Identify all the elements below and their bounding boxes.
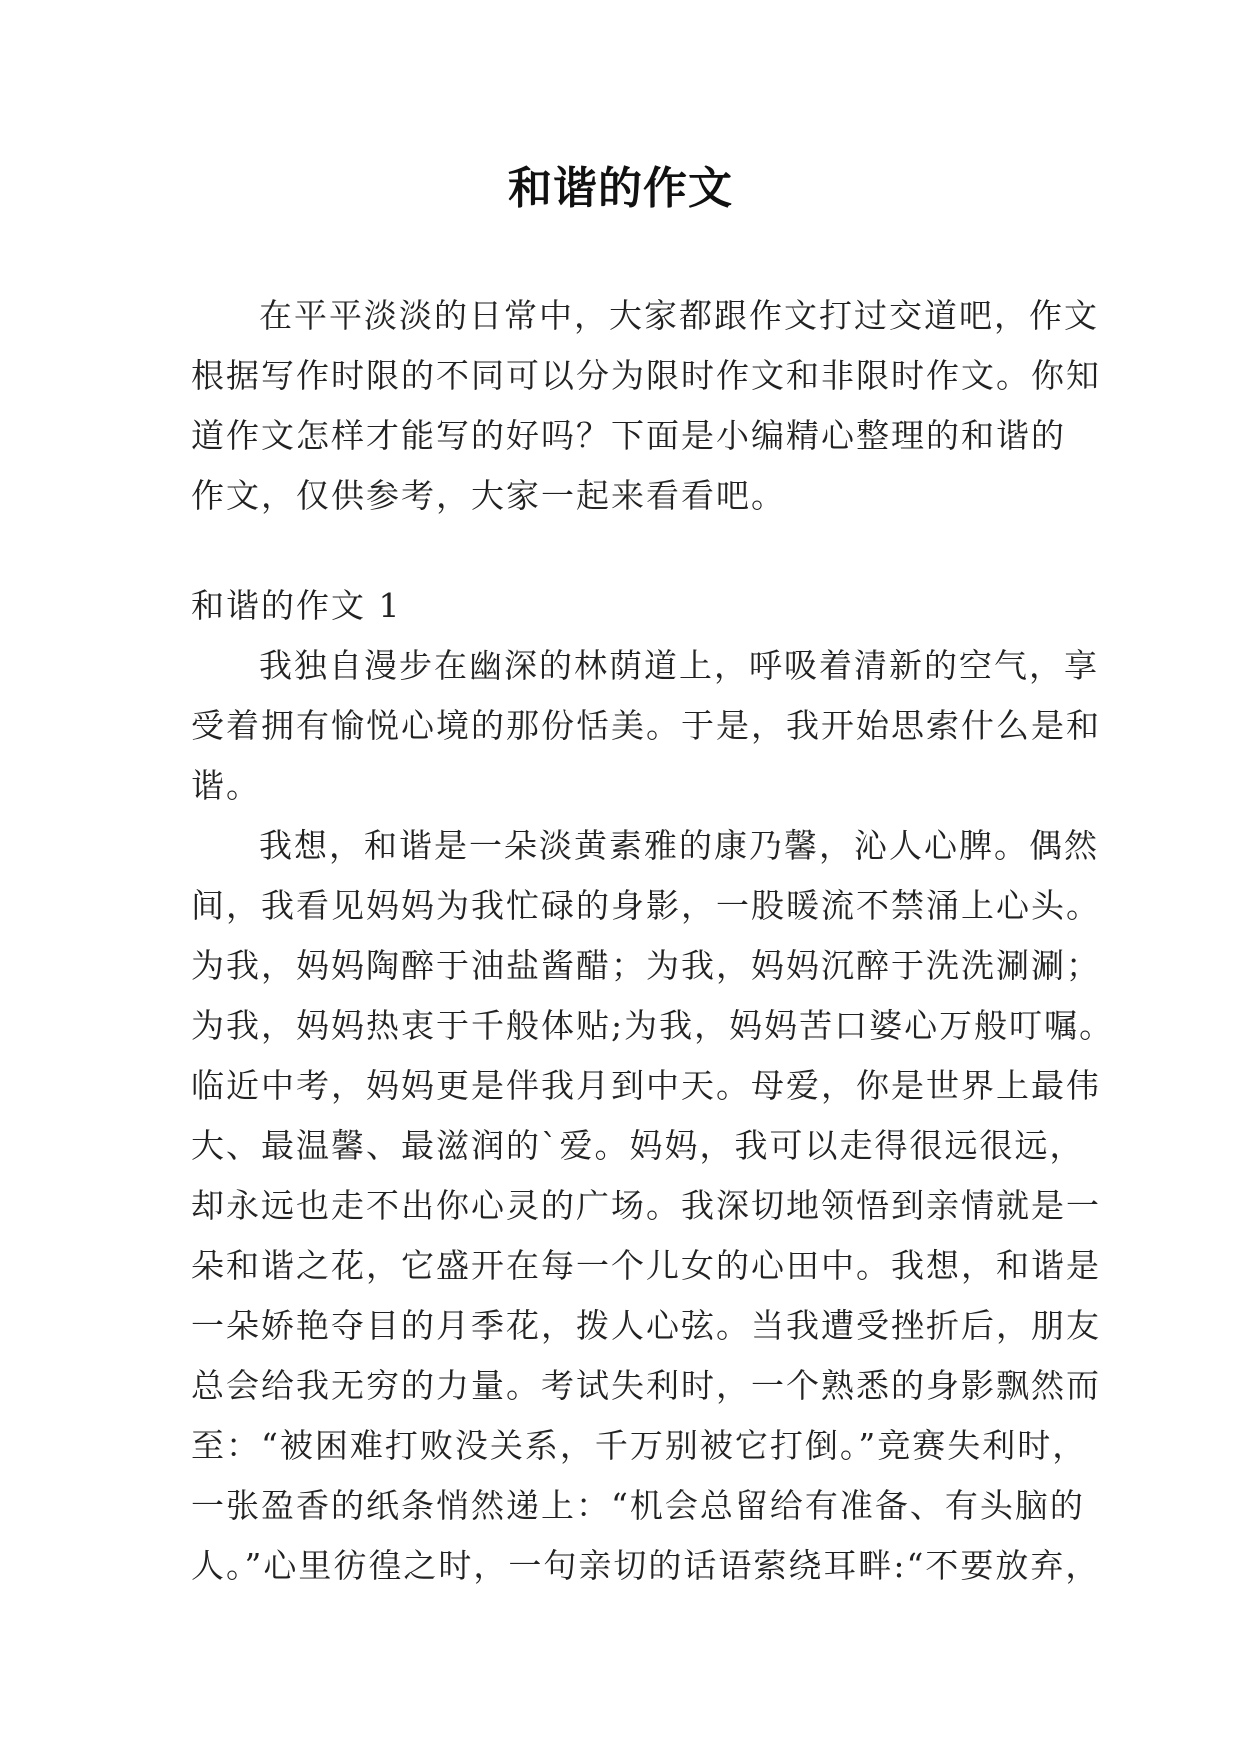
text-line: 一朵娇艳夺目的月季花，拨人心弦。当我遭受挫折后，朋友	[191, 1306, 1101, 1345]
section-heading: 和谐的作文 1	[191, 586, 402, 625]
text-line: 为我，妈妈热衷于千般体贴;为我，妈妈苦口婆心万般叮嘱。	[191, 1006, 1115, 1045]
text-line: 临近中考，妈妈更是伴我月到中天。母爱，你是世界上最伟	[191, 1066, 1101, 1105]
text-line: 却永远也走不出你心灵的广场。我深切地领悟到亲情就是一	[191, 1186, 1101, 1225]
text-line: 根据写作时限的不同可以分为限时作文和非限时作文。你知	[191, 356, 1101, 395]
text-line: 大、最温馨、最滋润的`爱。妈妈，我可以走得很远很远，	[191, 1126, 1085, 1165]
text-line: 一张盈香的纸条悄然递上：“机会总留给有准备、有头脑的	[191, 1486, 1085, 1525]
paragraph-spacer	[191, 526, 1071, 576]
text-line: 间，我看见妈妈为我忙碌的身影，一股暖流不禁涌上心头。	[191, 886, 1101, 925]
text-line: 总会给我无穷的力量。考试失利时，一个熟悉的身影飘然而	[191, 1366, 1101, 1405]
text-line: 在平平淡淡的日常中，大家都跟作文打过交道吧，作文	[259, 296, 1099, 335]
text-line: 我想，和谐是一朵淡黄素雅的康乃馨，沁人心脾。偶然	[259, 826, 1099, 865]
text-line: 道作文怎样才能写的好吗？下面是小编精心整理的和谐的	[191, 416, 1066, 455]
document-body	[191, 286, 1115, 1596]
text-line: 谐。	[191, 766, 261, 805]
paragraph-1	[191, 636, 1101, 816]
text-line: 受着拥有愉悦心境的那份恬美。于是，我开始思索什么是和	[191, 706, 1101, 745]
text-line: 我独自漫步在幽深的林荫道上，呼吸着清新的空气，享	[259, 646, 1099, 685]
text-line: 作文，仅供参考，大家一起来看看吧。	[191, 476, 786, 515]
text-line: 朵和谐之花，它盛开在每一个儿女的心田中。我想，和谐是	[191, 1246, 1101, 1285]
text-line: 人。”心里彷徨之时，一句亲切的话语萦绕耳畔:“不要放弃，	[191, 1546, 1101, 1585]
text-line: 至：“被困难打败没关系，千万别被它打倒。”竞赛失利时，	[191, 1426, 1088, 1465]
intro-paragraph	[191, 286, 1101, 526]
paragraph-2	[191, 816, 1115, 1596]
text-line: 为我，妈妈陶醉于油盐酱醋；为我，妈妈沉醉于洗洗涮涮；	[191, 946, 1101, 985]
document-title: 和谐的作文	[508, 163, 733, 214]
